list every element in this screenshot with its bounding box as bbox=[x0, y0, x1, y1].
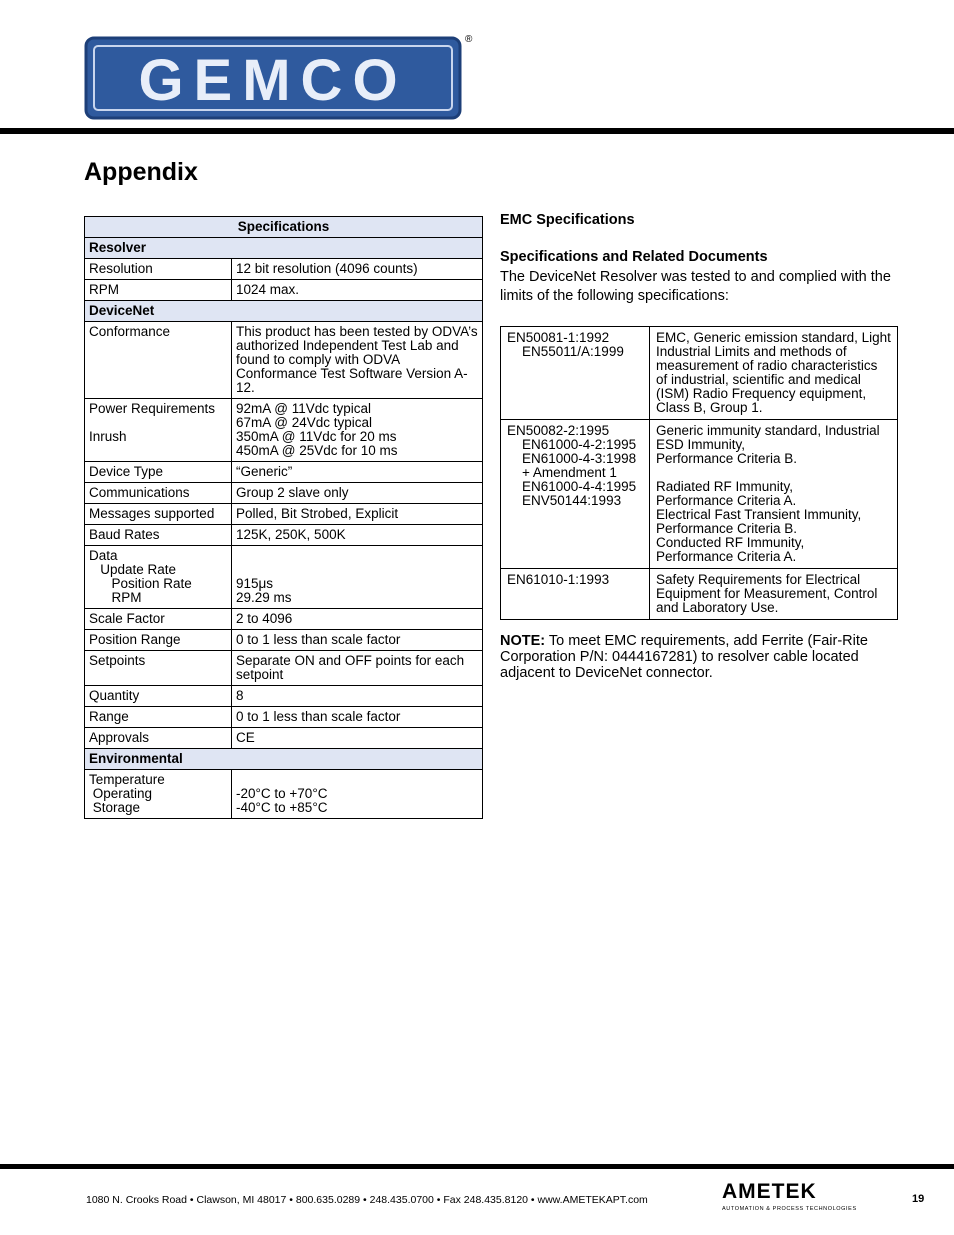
table-row: Temperature Operating Storage -20°C to +70°C -40°C to +85°C bbox=[85, 770, 483, 819]
table-row: Scale Factor 2 to 4096 bbox=[85, 609, 483, 630]
table-row: RPM 1024 max. bbox=[85, 280, 483, 301]
table-row: Position Range 0 to 1 less than scale factor bbox=[85, 630, 483, 651]
table-row: EN50081-1:1992 EN55011/A:1999 EMC, Generic emission standard, Light Industrial Limits and methods of measurement of radio characteristics of industrial, scientific and medical (ISM) Radio Frequency equipment, Class B, Group 1. bbox=[501, 327, 898, 420]
emc-subheading: Specifications and Related Documents bbox=[500, 249, 768, 265]
table-row: EN50082-2:1995 EN61000-4-2:1995 EN61000-4-3:1998 + Amendment 1 EN61000-4-4:1995 ENV50144:1993 Generic immunity standard, Industrial ESD Immunity, Performance Criteria B. Radiated RF Immunity, Performance Criteria A. Electrical Fast Transient Immunity, Performance Criteria B. Conducted RF Immunity, Performance Criteria A. bbox=[501, 420, 898, 569]
note-label: NOTE: bbox=[500, 633, 546, 649]
table-row: Baud Rates 125K, 250K, 500K bbox=[85, 525, 483, 546]
header-rule bbox=[0, 128, 954, 134]
table-row: Range 0 to 1 less than scale factor bbox=[85, 707, 483, 728]
table-row: Resolution 12 bit resolution (4096 counts) bbox=[85, 259, 483, 280]
registered-mark: ® bbox=[465, 34, 473, 45]
table-row: Setpoints Separate ON and OFF points for each setpoint bbox=[85, 651, 483, 686]
table-row: Device Type “Generic” bbox=[85, 462, 483, 483]
section-resolver: Resolver bbox=[85, 238, 483, 259]
emc-heading: EMC Specifications bbox=[500, 212, 635, 228]
table-row: Communications Group 2 slave only bbox=[85, 483, 483, 504]
footer-rule bbox=[0, 1164, 954, 1169]
section-environmental: Environmental bbox=[85, 749, 483, 770]
emc-table bbox=[500, 326, 898, 620]
table-row: Power Requirements Inrush 92mA @ 11Vdc typical 67mA @ 24Vdc typical 350mA @ 11Vdc for 20 ms 450mA @ 25Vdc for 10 ms bbox=[85, 399, 483, 462]
footer-address: 1080 N. Crooks Road • Clawson, MI 48017 • 800.635.0289 • 248.435.0700 • Fax 248.435.8120 • www.AMETEKAPT.com bbox=[86, 1194, 648, 1206]
table-row: Messages supported Polled, Bit Strobed, Explicit bbox=[85, 504, 483, 525]
ametek-logo bbox=[722, 1180, 872, 1214]
table-title: Specifications bbox=[85, 217, 483, 238]
table-row: EN61010-1:1993 Safety Requirements for Electrical Equipment for Measurement, Control and Laboratory Use. bbox=[501, 569, 898, 620]
table-row: Data Update Rate Position Rate RPM 915μs 29.29 ms bbox=[85, 546, 483, 609]
table-row: Quantity 8 bbox=[85, 686, 483, 707]
ametek-brand: AMETEK bbox=[722, 1180, 817, 1203]
logo-text: GEMCO bbox=[138, 48, 408, 113]
table-row: Conformance This product has been tested by ODVA’s authorized Independent Test Lab and found to comply with ODVA Conformance Test Software Version A-12. bbox=[85, 322, 483, 399]
specifications-table bbox=[84, 216, 483, 819]
note-text: To meet EMC requirements, add Ferrite (Fair-Rite Corporation P/N: 0444167281) to resolver cable located adjacent to DeviceNet connector. bbox=[500, 633, 868, 681]
table-row: Approvals CE bbox=[85, 728, 483, 749]
emc-intro: The DeviceNet Resolver was tested to and complied with the limits of the following specifications: bbox=[500, 269, 891, 304]
gemco-logo bbox=[84, 36, 462, 120]
page-title: Appendix bbox=[84, 158, 198, 186]
ametek-tagline: AUTOMATION & PROCESS TECHNOLOGIES bbox=[722, 1206, 857, 1212]
page-number: 19 bbox=[912, 1193, 925, 1205]
section-devicenet: DeviceNet bbox=[85, 301, 483, 322]
emc-note bbox=[500, 633, 900, 681]
